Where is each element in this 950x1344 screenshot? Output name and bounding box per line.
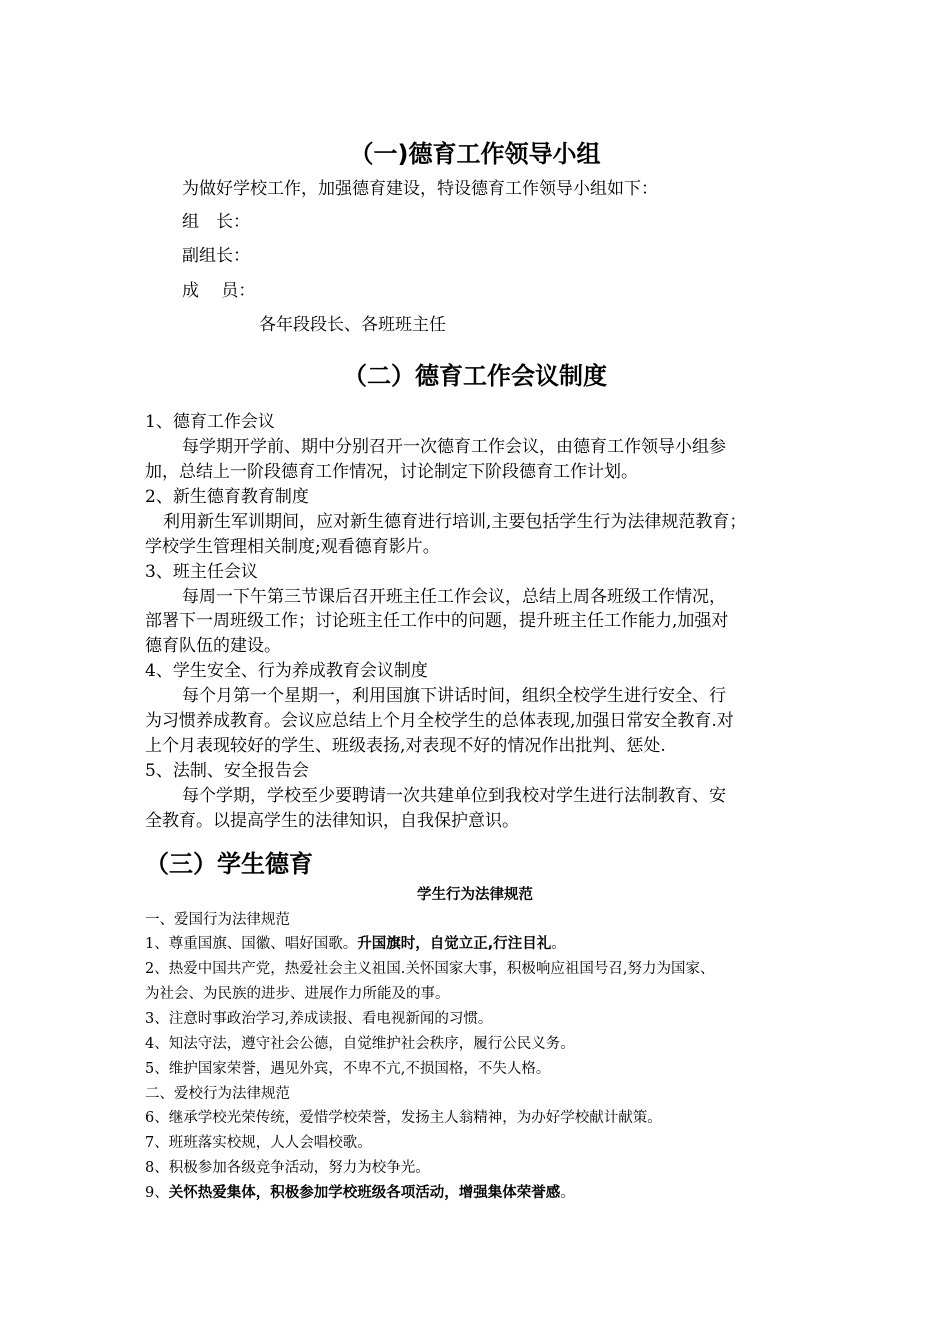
section2-title: （二）德育工作会议制度	[343, 362, 607, 390]
rule-9-end: 。	[560, 1185, 575, 1201]
vice-leader-label: 副组长：	[182, 246, 250, 266]
rule-9	[145, 1183, 575, 1203]
item3-line: 德育队伍的建设。	[145, 636, 281, 656]
rule-9-number: 9、	[145, 1185, 169, 1201]
rule-4: 4、知法守法，遵守社会公德，自觉维护社会秩序，履行公民义务。	[145, 1036, 575, 1052]
item1-line: 加，总结上一阶段德育工作情况，讨论制定下阶段德育工作计划。	[145, 462, 638, 482]
item2-line: 学校学生管理相关制度;观看德育影片。	[145, 537, 440, 557]
item4-line: 上个月表现较好的学生、班级表扬,对表现不好的情况作出批判、惩处.	[145, 736, 666, 756]
item3-line: 部署下一周班级工作；讨论班主任工作中的问题，提升班主任工作能力,加强对	[145, 611, 729, 631]
item1-line: 每学期开学前、期中分别召开一次德育工作会议，由德育工作领导小组参	[182, 437, 726, 457]
rule-5: 5、维护国家荣誉，遇见外宾，不卑不亢,不损国格，不失人格。	[145, 1061, 551, 1077]
rule-8: 8、积极参加各级竞争活动，努力为校争光。	[145, 1160, 430, 1176]
rule-2-cont: 为社会、为民族的进步、进展作力所能及的事。	[145, 986, 450, 1002]
section3-title: （三）学生德育	[145, 850, 313, 878]
rule-6: 6、继承学校光荣传统，爱惜学校荣誉，发扬主人翁精神，为办好学校献计献策。	[145, 1110, 662, 1126]
item5-line: 全教育。以提高学生的法律知识，自我保护意识。	[145, 811, 519, 831]
item2-line: 利用新生军训期间，应对新生德育进行培训,主要包括学生行为法律规范教育；	[163, 512, 747, 532]
rule-1	[145, 934, 566, 954]
rule-1-emphasis: 升国旗时，自觉立正,行注目礼	[357, 936, 552, 952]
rule-2: 2、热爱中国共产党，热爱社会主义祖国.关怀国家大事，积极响应祖国号召,努力为国家、	[145, 961, 715, 977]
item4-line: 为习惯养成教育。会议应总结上个月全校学生的总体表现,加强日常安全教育.对	[145, 711, 734, 731]
item4-line: 每个月第一个星期一，利用国旗下讲话时间，组织全校学生进行安全、行	[182, 686, 726, 706]
rules-subtitle: 学生行为法律规范	[417, 887, 533, 903]
item3-heading: 3、班主任会议	[145, 562, 258, 582]
rule-3: 3、注意时事政治学习,养成读报、看电视新闻的习惯。	[145, 1011, 493, 1027]
members-value: 各年段段长、各班班主任	[259, 315, 446, 335]
category-patriotic: 一、爱国行为法律规范	[145, 912, 290, 928]
rule-1-end: 。	[551, 936, 566, 952]
rule-9-emphasis: 关怀热爱集体，积极参加学校班级各项活动，增强集体荣誉感	[168, 1185, 561, 1201]
item4-heading: 4、学生安全、行为养成教育会议制度	[145, 661, 428, 681]
leader-label: 组 长：	[182, 212, 250, 232]
item5-line: 每个学期，学校至少要聘请一次共建单位到我校对学生进行法制教育、安	[182, 786, 726, 806]
rule-7: 7、班班落实校规，人人会唱校歌。	[145, 1135, 372, 1151]
item3-line: 每周一下午第三节课后召开班主任工作会议，总结上周各班级工作情况，	[182, 587, 726, 607]
item1-heading: 1、德育工作会议	[145, 412, 275, 432]
members-label: 成 员：	[182, 281, 256, 301]
section1-title: （一)德育工作领导小组	[349, 140, 601, 168]
section1-intro: 为做好学校工作，加强德育建设，特设德育工作领导小组如下：	[182, 179, 658, 199]
item5-heading: 5、法制、安全报告会	[145, 761, 309, 781]
rule-1-text: 1、尊重国旗、国徽、唱好国歌。	[145, 936, 358, 952]
category-school: 二、爱校行为法律规范	[145, 1086, 290, 1102]
item2-heading: 2、新生德育教育制度	[145, 487, 309, 507]
